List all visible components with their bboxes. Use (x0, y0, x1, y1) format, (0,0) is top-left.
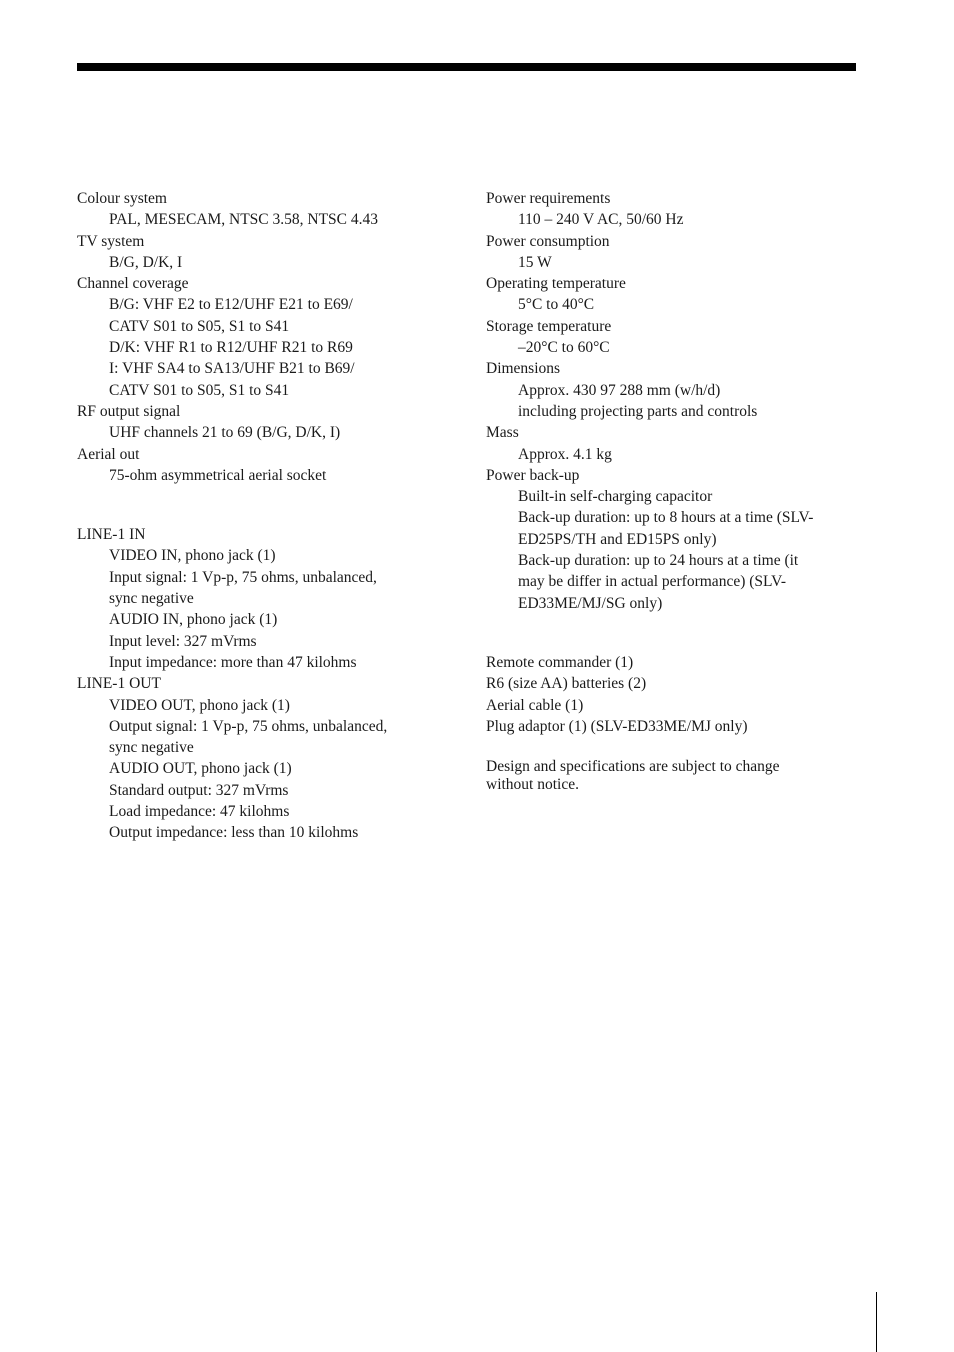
spec-value: sync negative (109, 590, 194, 608)
section-gap (77, 486, 437, 524)
spec-value: may be differ in actual performance) (SLV- (518, 573, 786, 591)
notice-line: Design and specifications are subject to change (486, 758, 780, 776)
spec-label: Storage temperature (486, 317, 612, 335)
spec-value: Load impedance: 47 kilohms (109, 803, 290, 821)
accessory-item: Remote commander (1) (486, 653, 634, 671)
spec-label: Colour system (77, 190, 167, 207)
notice-line: without notice. (486, 776, 579, 794)
spec-value: PAL, MESECAM, NTSC 3.58, NTSC 4.43 (109, 211, 379, 229)
spec-value: Input signal: 1 Vp-p, 75 ohms, unbalanced, (109, 568, 377, 586)
spec-value: Input impedance: more than 47 kilohms (109, 653, 357, 671)
section-gap (486, 737, 856, 758)
change-notice (486, 758, 856, 794)
spec-label: Aerial out (77, 445, 140, 463)
spec-value: ED33ME/MJ/SG only) (518, 594, 663, 612)
spec-label: LINE-1 OUT (77, 675, 161, 693)
spec-value: –20°C to 60°C (518, 339, 610, 357)
io-spec-group (77, 524, 437, 843)
spec-value: 5°C to 40°C (518, 296, 595, 314)
spec-value: UHF channels 21 to 69 (B/G, D/K, I) (109, 424, 341, 442)
accessories-list (486, 652, 856, 737)
spec-value: D/K: VHF R1 to R12/UHF R21 to R69 (109, 339, 353, 357)
page-edge-rule (876, 1292, 877, 1352)
spec-value: AUDIO OUT, phono jack (1) (109, 760, 292, 778)
spec-value: sync negative (109, 739, 194, 757)
spec-value: Approx. 430 97 288 mm (w/h/d) (518, 381, 721, 399)
spec-value: ED25PS/TH and ED15PS only) (518, 530, 717, 548)
spec-value: 15 W (518, 253, 552, 271)
spec-value: AUDIO IN, phono jack (1) (109, 611, 278, 629)
spec-label: Channel coverage (77, 275, 189, 293)
spec-value: CATV S01 to S05, S1 to S41 (109, 317, 290, 335)
spec-label: TV system (77, 232, 145, 250)
spec-value: Approx. 4.1 kg (518, 445, 612, 463)
spec-label: Power consumption (486, 232, 610, 250)
spec-value: VIDEO IN, phono jack (1) (109, 547, 276, 565)
left-spec-column (77, 188, 437, 844)
spec-value: Output impedance: less than 10 kilohms (109, 824, 359, 842)
right-spec-column (486, 188, 856, 794)
spec-value: including projecting parts and controls (518, 402, 758, 420)
spec-label: RF output signal (77, 402, 181, 420)
spec-value: Input level: 327 mVrms (109, 632, 257, 650)
spec-value: VIDEO OUT, phono jack (1) (109, 696, 290, 714)
spec-value: Back-up duration: up to 8 hours at a time (SLV- (518, 509, 814, 527)
spec-label: Operating temperature (486, 275, 626, 293)
accessory-item: Plug adaptor (1) (SLV-ED33ME/MJ only) (486, 717, 748, 735)
spec-value: CATV S01 to S05, S1 to S41 (109, 381, 290, 399)
spec-label: Power back-up (486, 466, 580, 484)
system-spec-group (77, 188, 437, 486)
spec-value: 75-ohm asymmetrical aerial socket (109, 466, 327, 484)
spec-label: Dimensions (486, 360, 561, 378)
accessory-item: Aerial cable (1) (486, 696, 584, 714)
spec-value: Standard output: 327 mVrms (109, 781, 289, 799)
spec-label: Mass (486, 424, 519, 442)
spec-value: Built-in self-charging capacitor (518, 488, 713, 506)
spec-label: LINE-1 IN (77, 526, 146, 544)
accessory-item: R6 (size AA) batteries (2) (486, 675, 647, 693)
spec-value: I: VHF SA4 to SA13/UHF B21 to B69/ (109, 360, 355, 378)
spec-value: B/G, D/K, I (109, 253, 183, 271)
general-spec-group (486, 188, 856, 614)
spec-value: Back-up duration: up to 24 hours at a time (it (518, 552, 799, 570)
spec-value: Output signal: 1 Vp-p, 75 ohms, unbalanced, (109, 717, 388, 735)
spec-label: Power requirements (486, 190, 611, 207)
spec-value: 110 – 240 V AC, 50/60 Hz (518, 211, 684, 229)
section-gap (486, 614, 856, 652)
spec-value: B/G: VHF E2 to E12/UHF E21 to E69/ (109, 296, 353, 314)
header-rule (77, 63, 856, 71)
